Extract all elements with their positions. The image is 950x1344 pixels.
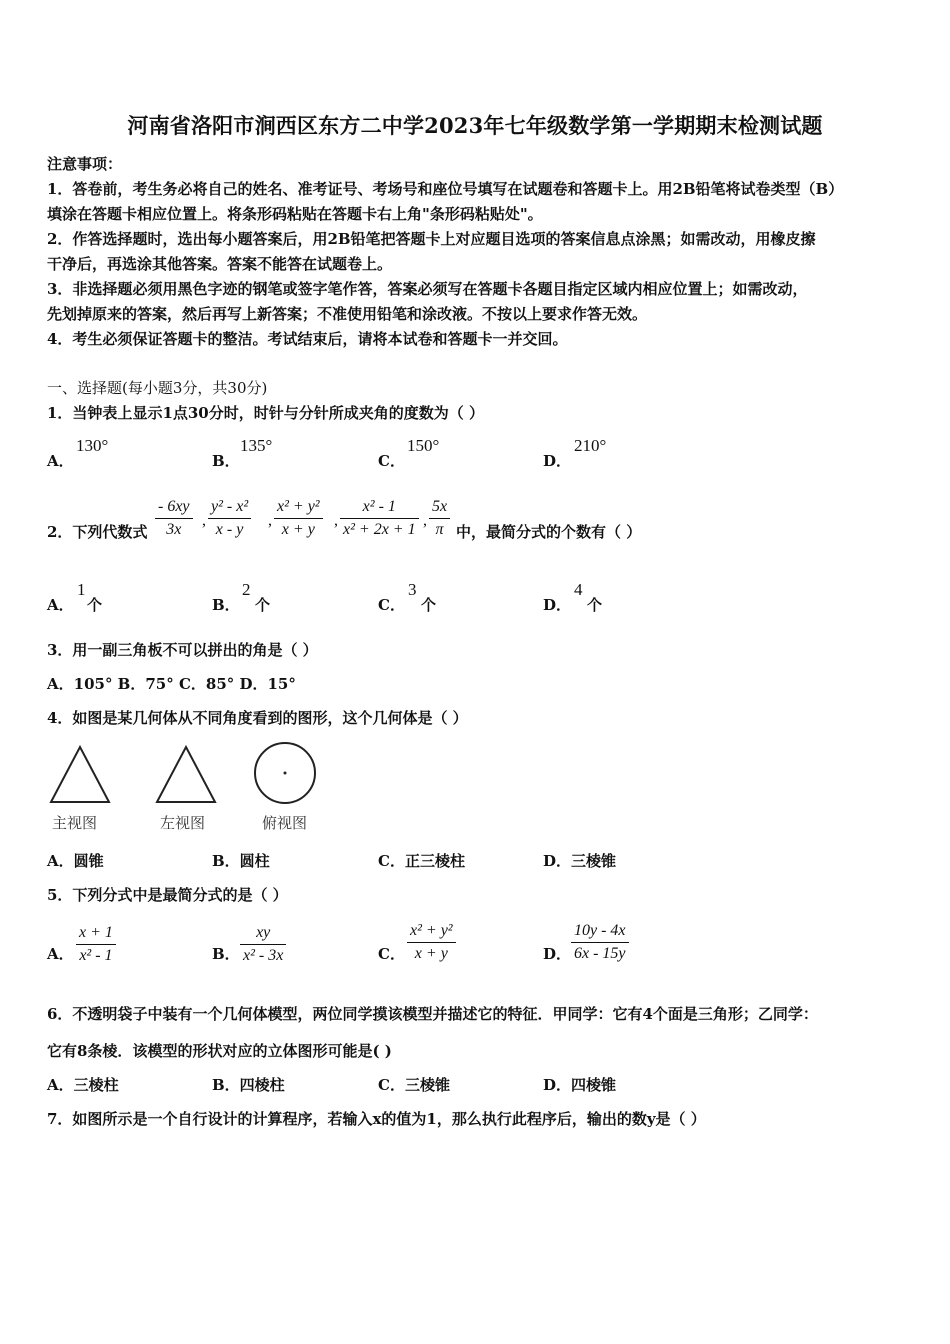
notice-line: 干净后，再选涂其他答案。答案不能答在试题卷上。 <box>47 255 393 273</box>
q2-fraction-3-den: x + y <box>281 521 315 538</box>
notice-line: 2．作答选择题时，选出每小题答案后，用2B铅笔把答题卡上对应题目选项的答案信息点涂黑；如需改动，用橡皮擦 <box>47 230 816 248</box>
comma: , <box>268 512 272 529</box>
q2-option-c-label: C． <box>378 596 405 614</box>
question-5-stem: 5．下列分式中是最简分式的是（ ） <box>47 886 288 904</box>
comma: , <box>423 512 427 529</box>
q2-option-c-value: 3 <box>408 580 417 599</box>
front-view-label: 主视图 <box>52 814 98 832</box>
page-title: 河南省洛阳市涧西区东方二中学2023年七年级数学第一学期期末检测试题 <box>127 113 823 138</box>
question-2-suffix: 中，最简分式的个数有（ ） <box>456 523 642 541</box>
q5-b-num: xy <box>240 922 286 945</box>
side-view-triangle <box>157 747 215 802</box>
q4-option-b: B．圆柱 <box>212 852 270 870</box>
q6-option-c: C．三棱锥 <box>378 1076 450 1094</box>
q5-option-c-fraction <box>407 920 456 965</box>
q2-option-c-unit: 个 <box>421 596 437 614</box>
q2-fraction-3 <box>274 496 323 541</box>
q2-fraction-4-den: x² + 2x + 1 <box>343 521 416 538</box>
comma: , <box>202 512 206 529</box>
q1-option-c-value: 150° <box>407 436 440 455</box>
q2-fraction-1-den: 3x <box>166 521 182 538</box>
q5-d-num: 10y - 4x <box>571 920 629 943</box>
q2-option-d-unit: 个 <box>587 596 603 614</box>
q4-option-d: D．三棱锥 <box>543 852 617 870</box>
q2-fraction-5-num: 5x <box>429 496 450 519</box>
section-heading: 一、选择题(每小题3分，共30分) <box>47 379 268 397</box>
q2-fraction-4-num: x² - 1 <box>340 496 419 519</box>
q4-option-a: A．圆锥 <box>47 852 104 870</box>
q5-c-num: x² + y² <box>407 920 456 943</box>
q1-option-d-value: 210° <box>574 436 607 455</box>
q5-option-a-label: A． <box>47 945 74 963</box>
notice-line: 先划掉原来的答案，然后再写上新答案；不准使用铅笔和涂改液。不按以上要求作答无效。 <box>47 305 648 323</box>
q1-option-b-value: 135° <box>240 436 273 455</box>
question-3-stem: 3．用一副三角板不可以拼出的角是（ ） <box>47 641 318 659</box>
front-view-triangle <box>51 747 109 802</box>
q5-option-b-label: B． <box>212 945 240 963</box>
question-6-line-1: 6．不透明袋子中装有一个几何体模型，两位同学摸该模型并描述它的特征．甲同学：它有4个面是三角形；乙同学： <box>47 1005 818 1023</box>
question-7-stem: 7．如图所示是一个自行设计的计算程序，若输入x的值为1，那么执行此程序后，输出的数y是（ ） <box>47 1110 706 1128</box>
q5-option-b-fraction <box>240 922 286 967</box>
q2-fraction-1 <box>155 496 193 541</box>
question-6-line-2: 它有8条棱．该模型的形状对应的立体图形可能是( ) <box>47 1042 392 1060</box>
notice-line: 填涂在答题卡相应位置上。将条形码粘贴在答题卡右上角"条形码粘贴处"。 <box>47 205 543 223</box>
q2-fraction-2-den: x - y <box>215 521 244 538</box>
q2-option-d-value: 4 <box>574 580 583 599</box>
q5-option-d-fraction <box>571 920 629 965</box>
notice-heading: 注意事项： <box>47 155 123 173</box>
q2-option-b-label: B． <box>212 596 240 614</box>
q2-fraction-2 <box>208 496 251 541</box>
q4-option-c: C．正三棱柱 <box>378 852 465 870</box>
q2-option-d-label: D． <box>543 596 572 614</box>
three-view-figure <box>46 738 322 836</box>
q6-option-b: B．四棱柱 <box>212 1076 285 1094</box>
q2-fraction-2-num: y² - x² <box>208 496 251 519</box>
q6-option-a: A．三棱柱 <box>47 1076 119 1094</box>
q2-fraction-4 <box>340 496 419 541</box>
q2-option-b-unit: 个 <box>255 596 271 614</box>
q1-option-a-label: A． <box>47 452 74 470</box>
notice-line: 4．考生必须保证答题卡的整洁。考试结束后，请将本试卷和答题卡一并交回。 <box>47 330 568 348</box>
q5-b-den: x² - 3x <box>243 947 284 964</box>
q2-option-b-value: 2 <box>242 580 251 599</box>
question-4-stem: 4．如图是某几何体从不同角度看到的图形，这个几何体是（ ） <box>47 709 468 727</box>
q2-fraction-5-den: π <box>435 521 444 538</box>
q5-a-den: x² - 1 <box>79 947 113 964</box>
q1-option-d-label: D． <box>543 452 572 470</box>
question-3-options: A．105° B．75° C．85° D．15° <box>47 675 296 693</box>
top-view-center-dot <box>284 772 287 775</box>
q5-a-num: x + 1 <box>76 922 116 945</box>
q1-option-c-label: C． <box>378 452 405 470</box>
q2-fraction-3-num: x² + y² <box>274 496 323 519</box>
q2-option-a-unit: 个 <box>87 596 103 614</box>
q5-option-d-label: D． <box>543 945 572 963</box>
q1-option-b-label: B． <box>212 452 240 470</box>
q1-option-a-value: 130° <box>76 436 109 455</box>
question-1-stem: 1．当钟表上显示1点30分时，时针与分针所成夹角的度数为（ ） <box>47 404 484 422</box>
notice-line: 1．答卷前，考生务必将自己的姓名、准考证号、考场号和座位号填写在试题卷和答题卡上。用2B铅笔将试卷类型（B） <box>47 180 844 198</box>
top-view-label: 俯视图 <box>262 814 308 832</box>
q5-option-c-label: C． <box>378 945 405 963</box>
comma: , <box>334 512 338 529</box>
q2-fraction-5 <box>429 496 450 541</box>
q2-option-a-label: A． <box>47 596 74 614</box>
q5-option-a-fraction <box>76 922 116 967</box>
notice-line: 3．非选择题必须用黑色字迹的钢笔或签字笔作答，答案必须写在答题卡各题目指定区域内相应位置上；如需改动， <box>47 280 808 298</box>
question-2-prefix: 2．下列代数式 <box>47 523 148 541</box>
q5-d-den: 6x - 15y <box>574 945 626 962</box>
q2-fraction-1-num: - 6xy <box>155 496 193 519</box>
q6-option-d: D．四棱锥 <box>543 1076 617 1094</box>
side-view-label: 左视图 <box>160 814 206 832</box>
q5-c-den: x + y <box>414 945 448 962</box>
q2-option-a-value: 1 <box>77 580 86 599</box>
